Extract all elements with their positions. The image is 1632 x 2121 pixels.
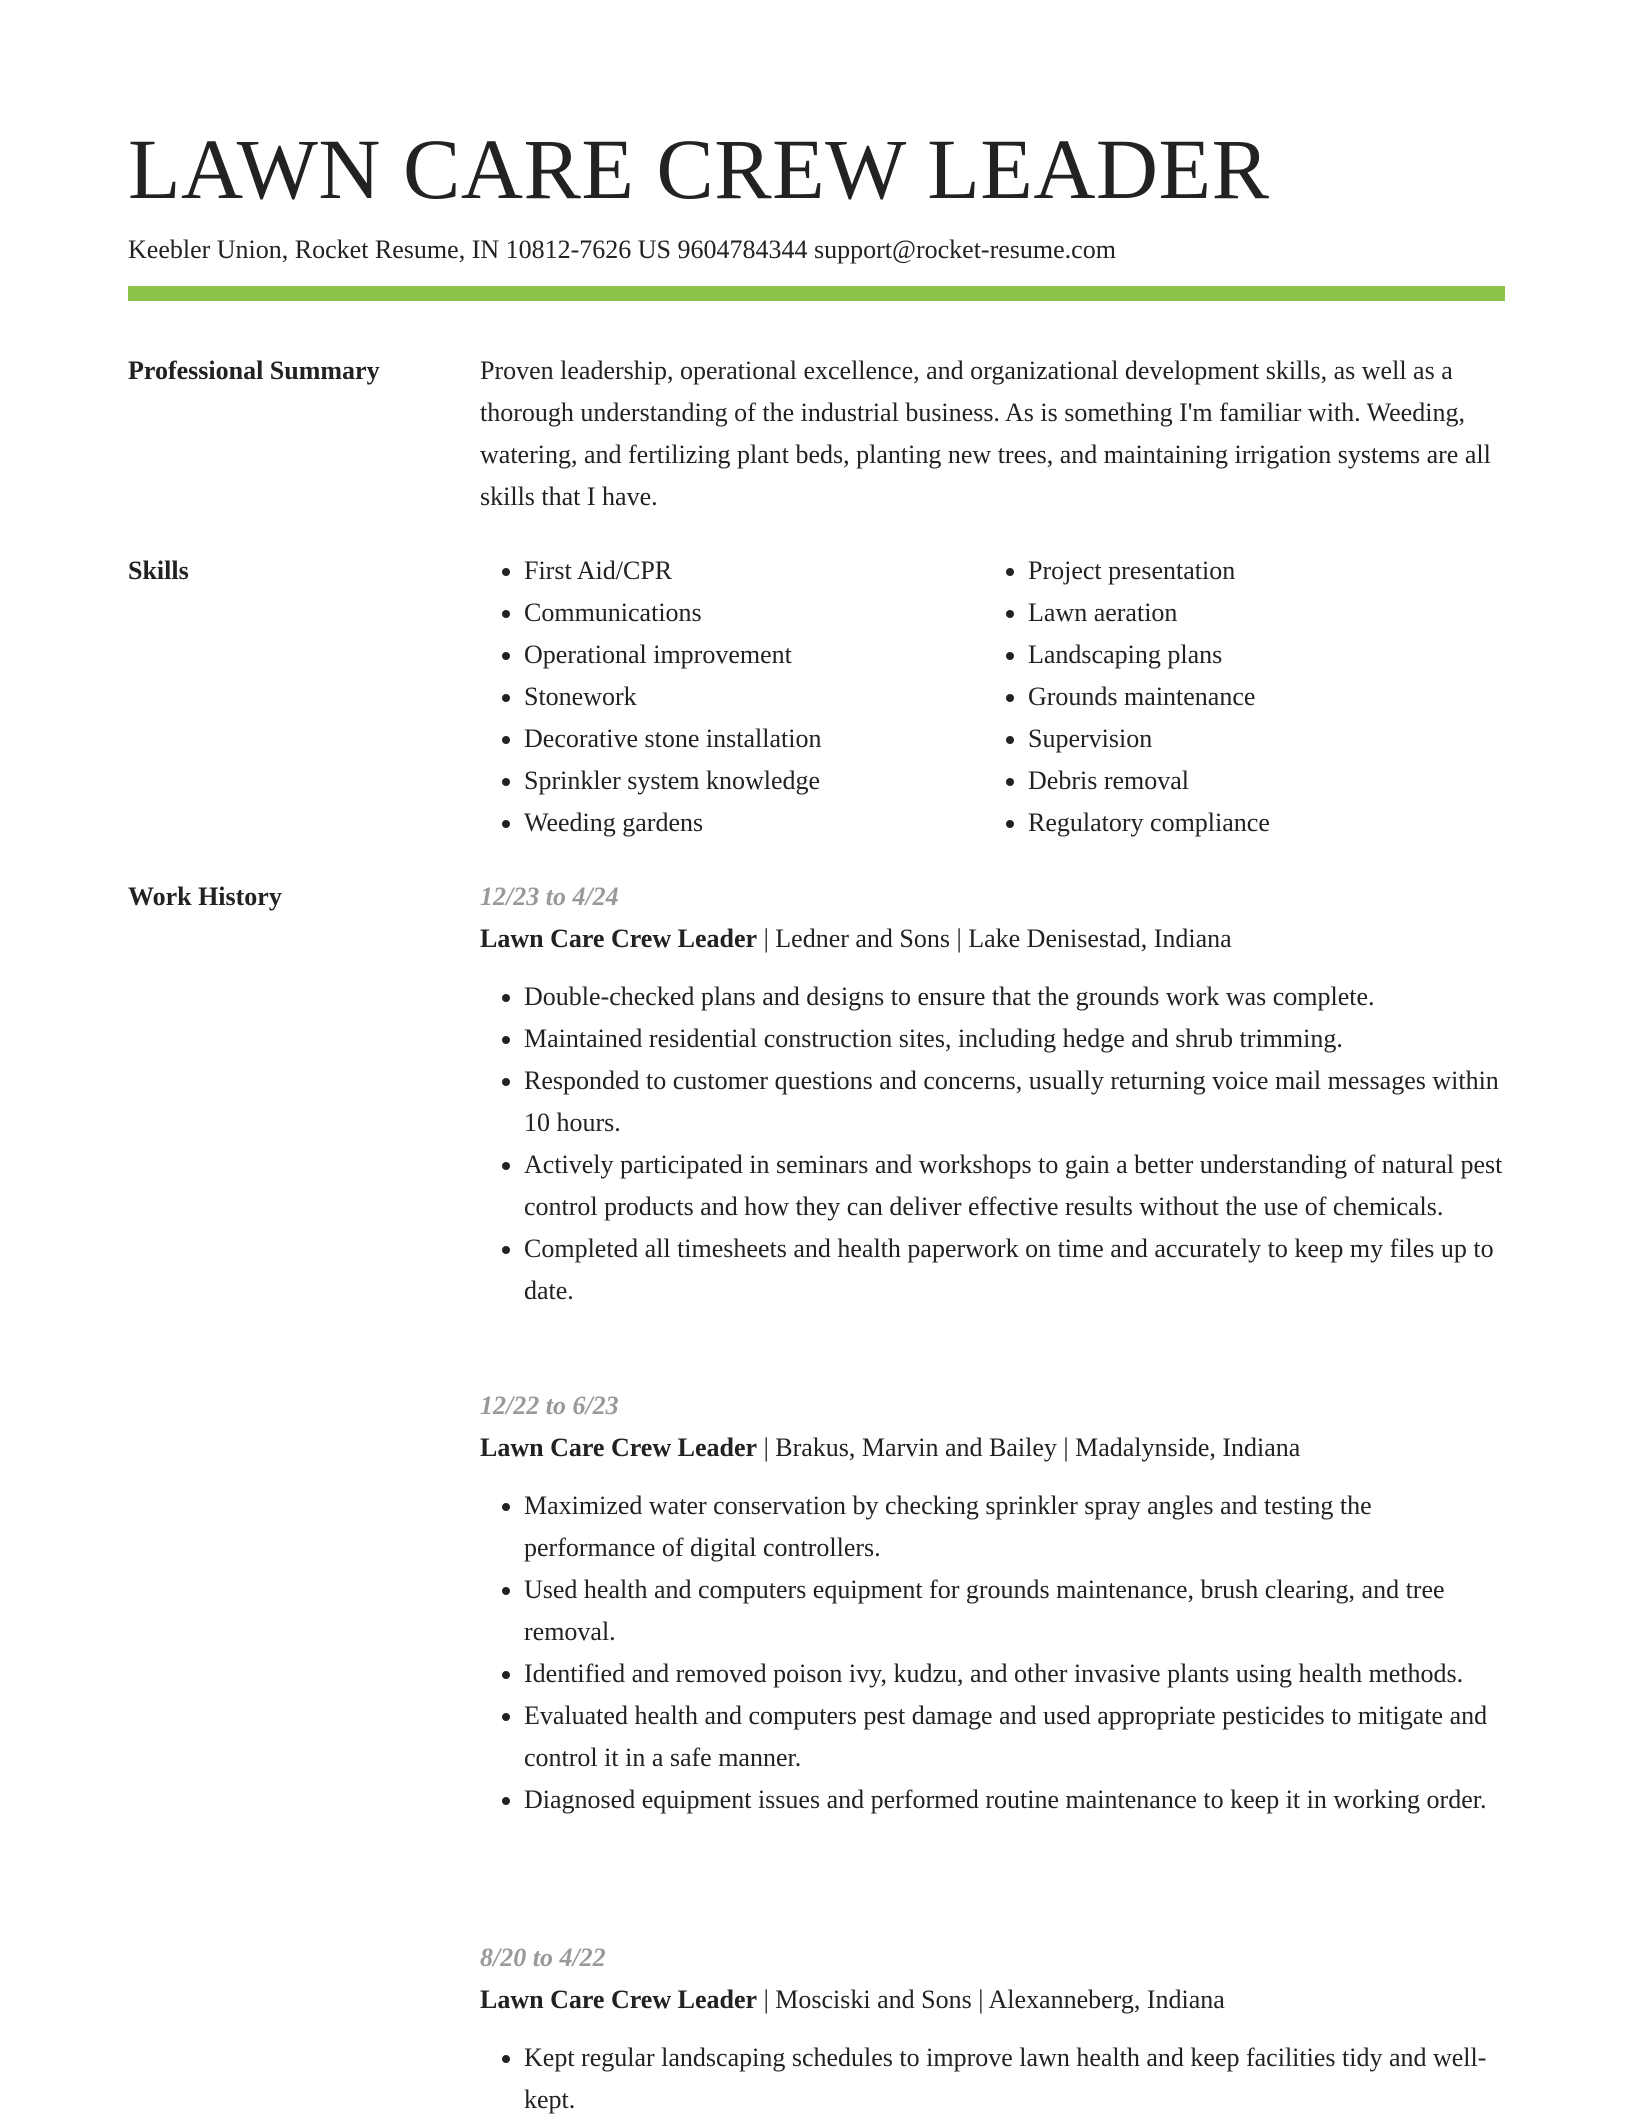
header-divider xyxy=(128,286,1505,301)
skill-item: • Stonework xyxy=(524,676,984,718)
skills-section xyxy=(128,550,1505,850)
skill-item: • Project presentation xyxy=(1028,550,1488,592)
job-title: Lawn Care Crew Leader xyxy=(480,1985,758,2014)
resume-title: LAWN CARE CREW LEADER xyxy=(128,121,1270,217)
skill-item: • Regulatory compliance xyxy=(1028,802,1488,844)
skills-body xyxy=(480,550,1505,844)
skill-item: • Decorative stone installation xyxy=(524,718,984,760)
summary-text: Proven leadership, operational excellence, and organizational development skills, as well as a thorough understanding of the industrial business. As is something I'm familiar with. Weeding, watering, and fertilizing plant beds, planting new trees, and maintaining irrigation systems are all skills that I have. xyxy=(480,356,1491,511)
job-title: Lawn Care Crew Leader xyxy=(480,924,758,953)
skill-item: • Grounds maintenance xyxy=(1028,676,1488,718)
summary-section xyxy=(128,350,1505,520)
skills-label: Skills xyxy=(128,556,189,585)
job-bullets xyxy=(480,976,1505,1312)
skill-item: • Landscaping plans xyxy=(1028,634,1488,676)
job-entry xyxy=(480,876,1505,1312)
skill-item: • Communications xyxy=(524,592,984,634)
job-bullet: • Kept regular landscaping schedules to improve lawn health and keep facilities tidy and well-kept. xyxy=(524,2037,1505,2121)
job-heading xyxy=(480,918,1505,960)
contact-info: Keebler Union, Rocket Resume, IN 10812-7626 US 9604784344 support@rocket-resume.com xyxy=(128,235,1116,264)
work-history-section xyxy=(128,876,1505,2112)
job-details: | Ledner and Sons | Lake Denisestad, Indiana xyxy=(757,924,1232,953)
job-bullet: • Actively participated in seminars and workshops to gain a better understanding of natural pest control products and how they can deliver effective results without the use of chemicals. xyxy=(524,1144,1505,1228)
job-bullets xyxy=(480,1485,1505,1821)
summary-body xyxy=(480,350,1505,518)
skill-item: • Supervision xyxy=(1028,718,1488,760)
job-bullet: • Double-checked plans and designs to ensure that the grounds work was complete. xyxy=(524,976,1505,1018)
job-bullet: • Maximized water conservation by checking sprinkler spray angles and testing the performance of digital controllers. xyxy=(524,1485,1505,1569)
job-details: | Mosciski and Sons | Alexanneberg, Indiana xyxy=(757,1985,1225,2014)
job-dates: 12/23 to 4/24 xyxy=(480,882,619,911)
job-dates: 8/20 to 4/22 xyxy=(480,1943,606,1972)
job-heading xyxy=(480,1427,1505,1469)
skills-list-left xyxy=(480,550,984,844)
job-bullet: • Responded to customer questions and concerns, usually returning voice mail messages within 10 hours. xyxy=(524,1060,1505,1144)
summary-label: Professional Summary xyxy=(128,356,380,385)
skill-item: • Weeding gardens xyxy=(524,802,984,844)
work-history-label: Work History xyxy=(128,882,282,911)
job-bullet: • Completed all timesheets and health paperwork on time and accurately to keep my files up to date. xyxy=(524,1228,1505,1312)
job-bullets xyxy=(480,2037,1505,2121)
job-heading xyxy=(480,1979,1505,2021)
job-bullet: • Identified and removed poison ivy, kudzu, and other invasive plants using health methods. xyxy=(524,1653,1505,1695)
skills-grid xyxy=(480,550,1505,844)
skill-item: • Lawn aeration xyxy=(1028,592,1488,634)
job-entry xyxy=(480,1385,1505,1821)
job-bullet: • Diagnosed equipment issues and performed routine maintenance to keep it in working order. xyxy=(524,1779,1505,1821)
job-entry xyxy=(480,1937,1505,2121)
job-title: Lawn Care Crew Leader xyxy=(480,1433,758,1462)
job-bullet: • Maintained residential construction sites, including hedge and shrub trimming. xyxy=(524,1018,1505,1060)
job-bullet: • Evaluated health and computers pest damage and used appropriate pesticides to mitigate and control it in a safe manner. xyxy=(524,1695,1505,1779)
work-history-body xyxy=(480,876,1505,2112)
job-dates: 12/22 to 6/23 xyxy=(480,1391,619,1420)
skill-item: • First Aid/CPR xyxy=(524,550,984,592)
job-bullet: • Used health and computers equipment for grounds maintenance, brush clearing, and tree removal. xyxy=(524,1569,1505,1653)
skills-list-right xyxy=(984,550,1488,844)
skill-item: • Sprinkler system knowledge xyxy=(524,760,984,802)
skill-item: • Operational improvement xyxy=(524,634,984,676)
skill-item: • Debris removal xyxy=(1028,760,1488,802)
job-details: | Brakus, Marvin and Bailey | Madalynside, Indiana xyxy=(757,1433,1301,1462)
